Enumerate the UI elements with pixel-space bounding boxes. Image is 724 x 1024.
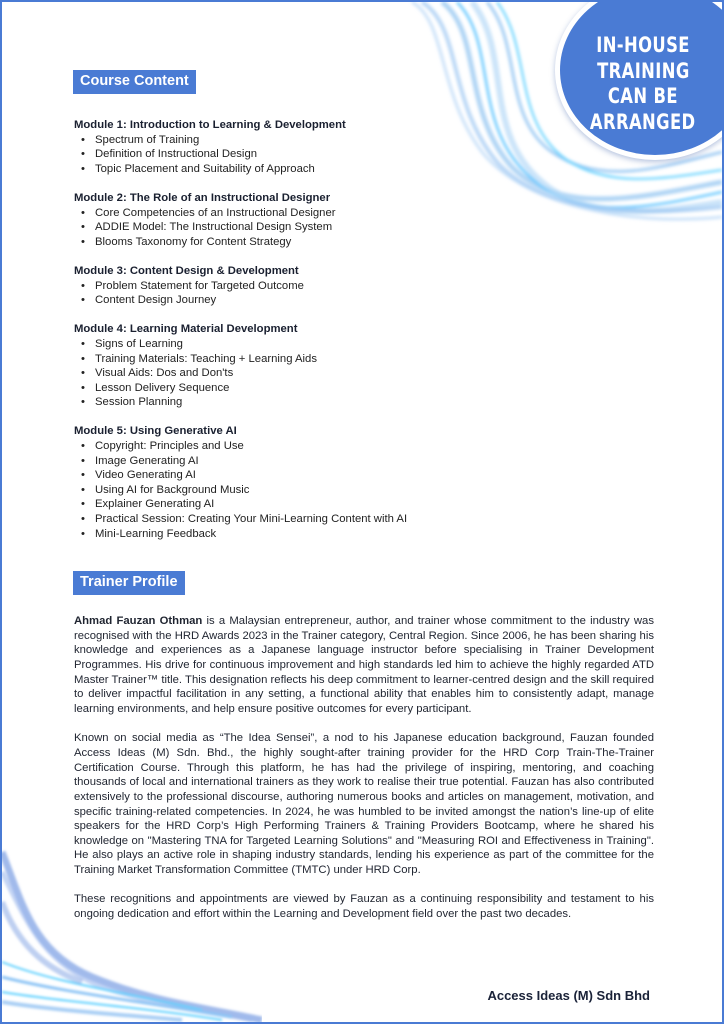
module-title: Module 5: Using Generative AI (74, 425, 237, 438)
list-item: • Mini-Learning Feedback (74, 527, 494, 542)
module-title: Module 1: Introduction to Learning & Development (74, 119, 346, 131)
list-item: • Using AI for Background Music (74, 483, 494, 498)
module-2 (74, 191, 494, 249)
module-title: Module 4: Learning Material Development (74, 323, 298, 336)
list-item: • Practical Session: Creating Your Mini-Learning Content with AI (74, 512, 494, 527)
in-house-training-badge (555, 0, 724, 160)
course-content-section (74, 118, 494, 556)
module-1 (74, 118, 494, 176)
list-item: • Definition of Instructional Design (74, 147, 494, 162)
list-item: • Session Planning (74, 395, 494, 410)
list-item: • Lesson Delivery Sequence (74, 381, 494, 396)
list-item: • Spectrum of Training (74, 133, 494, 148)
module-title: Module 3: Content Design & Development (74, 264, 299, 277)
list-item: • Visual Aids: Dos and Don'ts (74, 366, 494, 381)
profile-paragraph-2: Known on social media as “The Idea Sensei”, a nod to his Japanese education background, Fauzan founded Access Ideas (M) Sdn. Bhd., the highly sought-after training provider for the HRD Corp Train-The-Trainer Certification Course. Through this platform, he has had the privilege of inspiring, mentoring, and coaching thousands of local and international trainers as they work to realise their true potential. Fauzan has also contributed extensively to the professional discourse, authoring numerous books and articles on management, motivation, and specific training-related competencies. In 2024, he was humbled to be invited amongst the nation’s line-up of elite speakers for the HRD Corp’s High Performing Trainers & Training Providers Bootcamp, where he shared his knowledge on "Mastering TNA for Targeted Learning Solutions" and "Measuring ROI and Effectiveness in Training". He also plays an active role in shaping industry standards, lending his experience as part of the committee for the Training Market Transformation Committee (TMTC) under HRD Corp. (74, 732, 654, 877)
module-5 (74, 424, 494, 541)
list-item: • Problem Statement for Targeted Outcome (74, 279, 494, 294)
list-item: • Core Competencies of an Instructional Designer (74, 206, 494, 221)
module-4 (74, 322, 494, 410)
trainer-profile-heading: Trainer Profile (73, 571, 185, 595)
profile-paragraph-1 (74, 614, 654, 717)
badge-line: ARRANGED (590, 109, 696, 134)
module-topic-list (74, 206, 494, 250)
company-name-footer: Access Ideas (M) Sdn Bhd (487, 988, 650, 1003)
list-item: • Signs of Learning (74, 337, 494, 352)
list-item: • Content Design Journey (74, 293, 494, 308)
trainer-name: Ahmad Fauzan Othman (74, 615, 203, 627)
module-3 (74, 264, 494, 308)
badge-line: CAN BE (607, 84, 679, 108)
module-topic-list (74, 439, 494, 541)
badge-line: IN-HOUSE (596, 33, 690, 57)
list-item: • ADDIE Model: The Instructional Design System (74, 220, 494, 235)
module-topic-list (74, 133, 494, 177)
trainer-profile-section (74, 614, 654, 936)
list-item: • Video Generating AI (74, 468, 494, 483)
list-item: • Explainer Generating AI (74, 497, 494, 512)
profile-paragraph-1-text: is a Malaysian entrepreneur, author, and trainer whose commitment to the industry was recognised with the HRD Awards 2023 in the Trainer category, Central Region. Since 2006, he has been sharing his knowledge and experiences as a Japanese language instructor before specialising in Trainer Development Programmes. His drive for continuous improvement and high standards led him to achieve the highly regarded ATD Master Trainer™ title. This designation reflects his deep commitment to learner-centred design and the skill required to deliver impactful facilitation in any setting, a functional ability that enables him to consistently adapt, manage learning environments, and help ensure positive outcomes for every participant. (74, 615, 654, 715)
module-topic-list (74, 279, 494, 308)
course-content-heading: Course Content (73, 70, 196, 94)
list-item: • Copyright: Principles and Use (74, 439, 494, 454)
list-item: • Training Materials: Teaching + Learning Aids (74, 352, 494, 367)
profile-paragraph-3: These recognitions and appointments are viewed by Fauzan as a continuing responsibility and testament to his ongoing dedication and effort within the Learning and Development field over the past two decades. (74, 893, 654, 921)
module-topic-list (74, 337, 494, 410)
list-item: • Image Generating AI (74, 454, 494, 469)
module-title: Module 2: The Role of an Instructional Designer (74, 191, 331, 204)
list-item: • Blooms Taxonomy for Content Strategy (74, 235, 494, 250)
badge-line: TRAINING (596, 58, 690, 83)
list-item: • Topic Placement and Suitability of Approach (74, 162, 494, 177)
